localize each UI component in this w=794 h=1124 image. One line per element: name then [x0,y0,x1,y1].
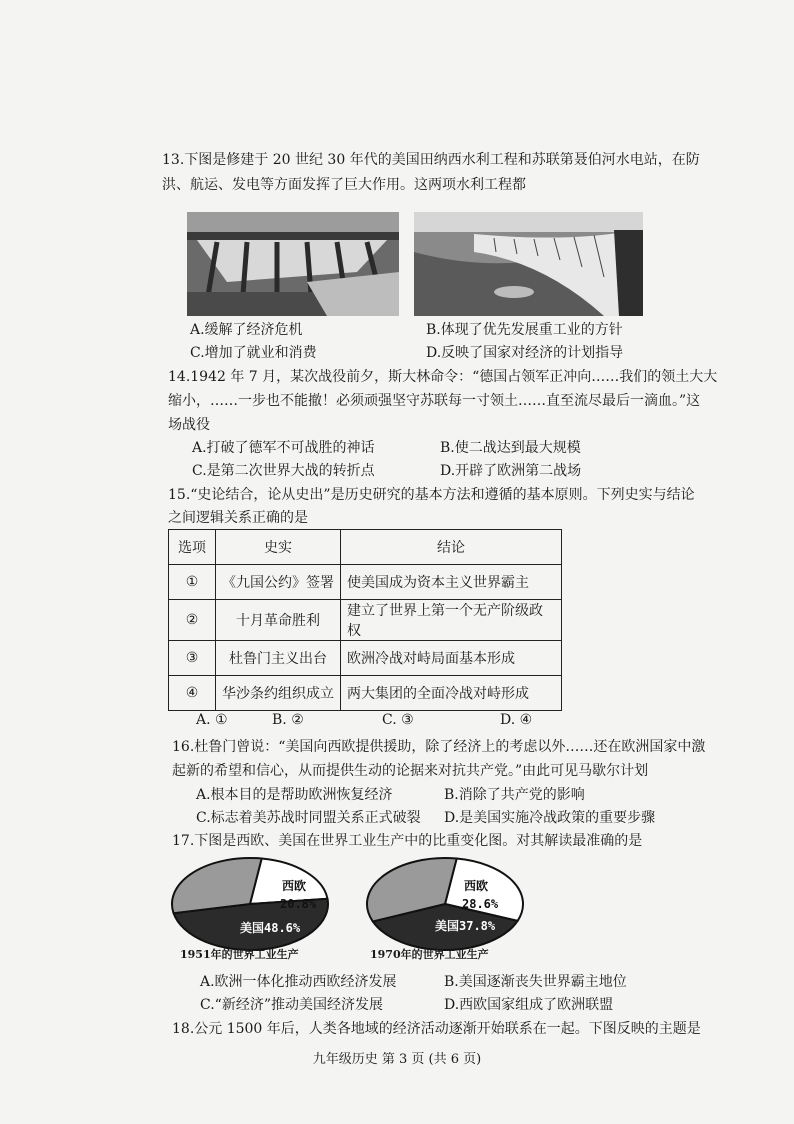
table-row [169,676,562,711]
q17-stem-line1: 17.下图是西欧、美国在世界工业生产中的比重变化图。对其解读最准确的是 [172,833,643,849]
q16-option-d[interactable]: D.是美国实施冷战政策的重要步骤 [444,810,656,826]
q13-option-b[interactable]: B.体现了优先发展重工业的方针 [426,322,623,338]
q16-option-b[interactable]: B.消除了共产党的影响 [444,787,585,803]
row-marker: ④ [169,676,216,711]
tennessee-dam-photo [187,212,399,316]
q16-stem-line2: 起新的希望和信心，从而提供生动的论据来对抗共产党。”由此可见马歇尔计划 [172,763,649,779]
table-header-row [169,530,562,565]
q17-option-c[interactable]: C.“新经济”推动美国经济发展 [200,997,383,1013]
q14-stem-line1: 14.1942 年 7 月，某次战役前夕，斯大林命令：“德国占领军正冲向……我们的领土大大 [168,369,718,385]
row-marker: ② [169,600,216,641]
q15-option-a[interactable]: A. ① [196,712,228,728]
table-row [169,565,562,600]
pie-1-label-us: 美国37.8% [435,919,496,933]
q14-stem-line3: 场战役 [168,417,210,433]
q13-option-a[interactable]: A.缓解了经济危机 [190,322,303,338]
q17-option-d[interactable]: D.西欧国家组成了欧洲联盟 [444,997,614,1013]
header-option: 选项 [169,530,216,565]
dnieper-dam-photo [414,212,643,316]
q15-option-c[interactable]: C. ③ [382,712,414,728]
q17-option-a[interactable]: A.欧洲一体化推动西欧经济发展 [200,974,397,990]
q13-stem-line1: 13.下图是修建于 20 世纪 30 年代的美国田纳西水利工程和苏联第聂伯河水电站，在防 [162,152,700,168]
q15-stem-line2: 之间逻辑关系正确的是 [168,510,308,526]
pie-0-label-us: 美国48.6% [240,921,301,935]
row-fact: 《九国公约》签署 [216,565,341,600]
row-conclusion: 两大集团的全面冷战对峙形成 [341,676,562,711]
row-conclusion: 欧洲冷战对峙局面基本形成 [341,641,562,676]
q17-option-b[interactable]: B.美国逐渐丧失世界霸主地位 [444,974,627,990]
table-row [169,641,562,676]
q13-stem-line2: 洪、航运、发电等方面发挥了巨大作用。这两项水利工程都 [162,177,526,193]
q14-stem-line2: 缩小，……一步也不能撤！必须顽强坚守苏联每一寸领土……直至流尽最后一滴血。”这 [168,393,701,409]
q15-stem-line1: 15.“史论结合，论从史出”是历史研究的基本方法和遵循的基本原则。下列史实与结论 [168,487,695,503]
table-row [169,600,562,641]
row-marker: ③ [169,641,216,676]
row-fact: 十月革命胜利 [216,600,341,641]
q14-option-b[interactable]: B.使二战达到最大规模 [440,440,581,456]
row-marker: ① [169,565,216,600]
pie-1951-title: 1951年的世界工业生产 [180,948,299,961]
pie-1-value-we: 28.6% [462,897,499,911]
q15-table [168,529,562,711]
pie-0-slice-其他 [172,858,262,913]
row-conclusion: 建立了世界上第一个无产阶级政权 [341,600,562,641]
industrial-share-pie-charts [170,852,550,960]
row-fact: 华沙条约组织成立 [216,676,341,711]
q14-option-a[interactable]: A.打破了德军不可战胜的神话 [192,440,375,456]
header-fact: 史实 [216,530,341,565]
q16-option-a[interactable]: A.根本目的是帮助欧洲恢复经济 [196,787,393,803]
page-footer: 九年级历史 第 3 页 (共 6 页) [312,1052,482,1067]
q15-option-b[interactable]: B. ② [272,712,304,728]
row-conclusion: 使美国成为资本主义世界霸主 [341,565,562,600]
pie-0-label-we: 西欧 [282,879,307,893]
row-fact: 杜鲁门主义出台 [216,641,341,676]
q14-option-d[interactable]: D.开辟了欧洲第二战场 [440,463,582,479]
q18-stem-line1: 18.公元 1500 年后，人类各地域的经济活动逐渐开始联系在一起。下图反映的主题是 [172,1021,701,1037]
header-conclusion: 结论 [341,530,562,565]
q16-option-c[interactable]: C.标志着美苏战时同盟关系正式破裂 [196,810,421,826]
q14-option-c[interactable]: C.是第二次世界大战的转折点 [192,463,375,479]
pie-0-value-we: 20.8% [280,897,317,911]
q13-option-d[interactable]: D.反映了国家对经济的计划指导 [426,345,624,361]
q16-stem-line1: 16.杜鲁门曾说：“美国向西欧提供援助，除了经济上的考虑以外……还在欧洲国家中激 [172,739,706,755]
pie-1-label-we: 西欧 [464,879,489,893]
q13-option-c[interactable]: C.增加了就业和消费 [190,345,317,361]
pie-1970-title: 1970年的世界工业生产 [370,948,489,961]
q15-option-d[interactable]: D. ④ [500,712,533,728]
